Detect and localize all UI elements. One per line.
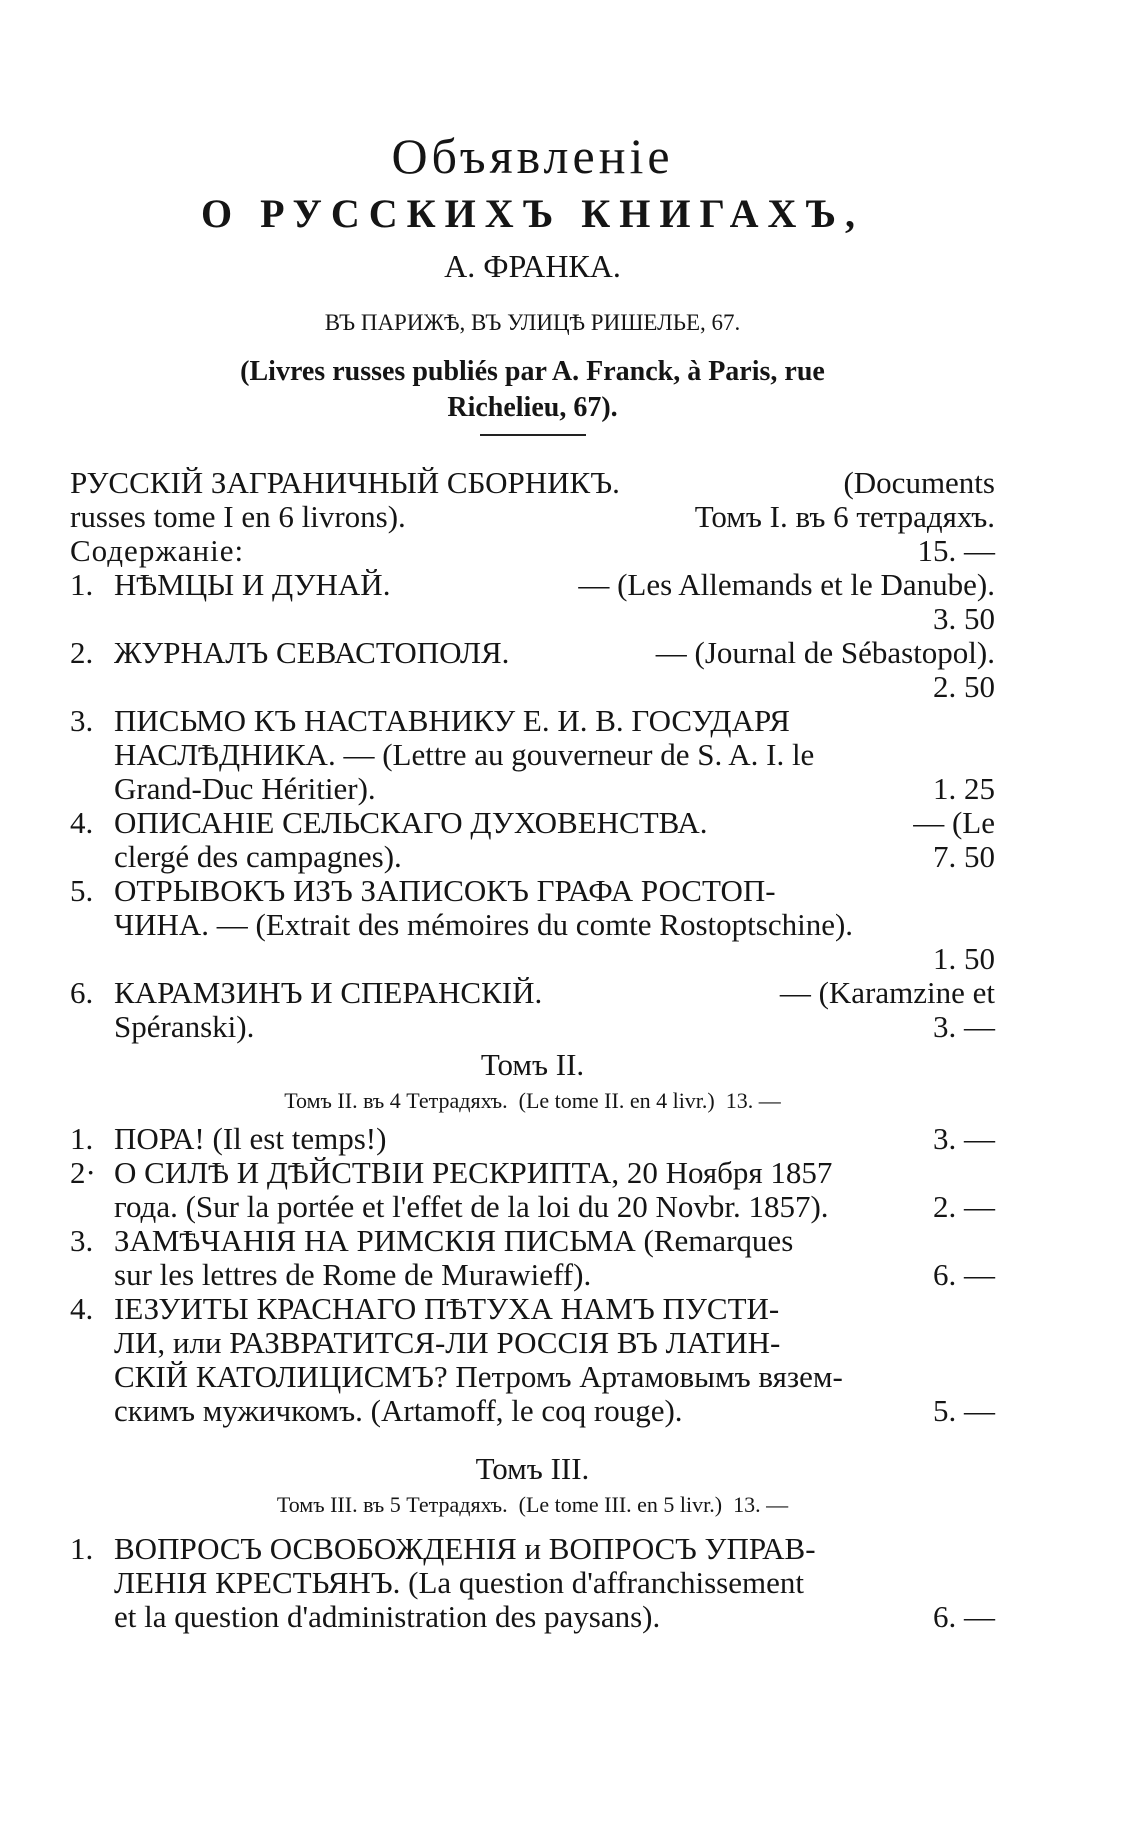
tome-2-list <box>70 1122 995 1428</box>
list-item-line <box>70 976 995 1010</box>
item-number: 3. <box>70 1223 94 1258</box>
tome-3-list <box>70 1532 995 1634</box>
list-item-line <box>70 1326 995 1360</box>
item-text: ЗАМѢЧАНІЯ НА РИМСКІЯ ПИСЬМА (Remarques <box>114 1223 794 1258</box>
item-text: ПИСЬМО КЪ НАСТАВНИКУ Е. И. В. ГОСУДАРЯ <box>114 703 790 738</box>
list-item <box>70 1224 995 1292</box>
french-title-line-1: (Livres russes publiés par A. Franck, à Paris, rue <box>240 356 825 387</box>
item-text: КАРАМЗИНЪ И СПЕРАНСКІЙ. <box>114 975 543 1010</box>
item-price: 6. — <box>933 1257 995 1292</box>
list-item-line <box>70 1190 995 1224</box>
list-item-line <box>70 704 995 738</box>
publisher-address: ВЪ ПАРИЖѢ, ВЪ УЛИЦѢ РИШЕЛЬЕ, 67. <box>324 310 741 335</box>
item-text: Grand-Duc Héritier). <box>114 771 376 806</box>
intro-line-3: Содержаніе: 15. — <box>70 533 995 568</box>
item-price: — (Journal de Sébastopol). <box>655 635 995 670</box>
item-text: ОТРЫВОКЪ ИЗЪ ЗАПИСОКЪ ГРАФА РОСТОП- <box>114 873 776 908</box>
list-item-line <box>70 568 995 602</box>
item-number: 1. <box>70 1121 94 1156</box>
list-item <box>70 568 995 636</box>
item-price: 2. — <box>933 1189 995 1224</box>
list-item-line <box>70 806 995 840</box>
item-text: clergé des campagnes). <box>114 839 402 874</box>
list-item-line <box>70 1600 995 1634</box>
item-text: ПОРА! (Il est temps!) <box>114 1121 387 1156</box>
list-item-line <box>70 1360 995 1394</box>
intro-line-2: russes tome I en 6 livrons). Томъ I. въ 6 тетрадяхъ. <box>70 499 995 534</box>
list-item <box>70 636 995 704</box>
list-item-line <box>70 1292 995 1326</box>
list-item-line <box>70 636 995 670</box>
tome-3-heading: Томъ III. <box>475 1451 590 1486</box>
list-item-line <box>70 1532 995 1566</box>
item-price: — (Les Allemands et le Danube). <box>578 567 995 602</box>
item-text: года. (Sur la portée et l'effet de la loi du 20 Novbr. 1857). <box>114 1189 829 1224</box>
item-text: О СИЛѢ И ДѢЙСТВІИ РЕСКРИПТА, 20 Ноября 1857 <box>114 1155 833 1190</box>
item-number: 1. <box>70 1531 94 1566</box>
list-item-line <box>70 772 995 806</box>
list-item <box>70 1532 995 1634</box>
price: 15. — <box>917 533 995 568</box>
list-item-line <box>70 840 995 874</box>
list-item-line <box>70 1122 995 1156</box>
header-divider <box>480 434 586 436</box>
item-number: 2. <box>70 635 94 670</box>
item-number: 3. <box>70 703 94 738</box>
list-item <box>70 704 995 806</box>
intro-line-1: РУССКІЙ ЗАГРАНИЧНЫЙ СБОРНИКЪ. (Documents <box>70 465 995 500</box>
item-number: 5. <box>70 873 94 908</box>
item-text: скимъ мужичкомъ. (Artamoff, le coq rouge). <box>114 1393 683 1428</box>
tome-1-section <box>70 466 995 1044</box>
item-text: НѢМЦЫ И ДУНАЙ. <box>114 567 391 602</box>
tome-2-summary: Томъ II. въ 4 Тетрадяхъ. (Le tome II. en 4 livr.) 13. — <box>284 1088 781 1113</box>
item-text: sur les lettres de Rome de Murawieff). <box>114 1257 592 1292</box>
item-price: 3. — <box>933 1121 995 1156</box>
list-item <box>70 874 995 976</box>
tome-1-list <box>70 568 995 1044</box>
list-item-line <box>70 738 995 772</box>
french-title-line-2: Richelieu, 67). <box>447 392 618 423</box>
item-text: ОПИСАНІЕ СЕЛЬСКАГО ДУХОВЕНСТВА. <box>114 805 708 840</box>
item-number: 2· <box>70 1155 96 1190</box>
item-text: СКІЙ КАТОЛИЦИСМЪ? Петромъ Артамовымъ вязем- <box>114 1359 843 1394</box>
list-item-line <box>70 874 995 908</box>
page-title: Объявленіе <box>391 128 674 184</box>
list-item-line <box>70 1258 995 1292</box>
item-price: 1. 25 <box>933 771 995 806</box>
item-text: ВОПРОСЪ ОСВОБОЖДЕНІЯ и ВОПРОСЪ УПРАВ- <box>114 1531 816 1566</box>
item-text: ЧИНА. — (Extrait des mémoires du comte Rostoptschine). <box>114 907 854 942</box>
list-item-line <box>70 1566 995 1600</box>
item-number: 1. <box>70 567 94 602</box>
item-price: 1. 50 <box>933 941 995 976</box>
item-text: ЛЕНІЯ КРЕСТЬЯНЪ. (La question d'affranchissement <box>114 1565 804 1600</box>
item-price: 5. — <box>933 1393 995 1428</box>
collection-title: РУССКІЙ ЗАГРАНИЧНЫЙ СБОРНИКЪ. <box>70 465 620 500</box>
tome-3-summary: Томъ III. въ 5 Тетрадяхъ. (Le tome III. en 5 livr.) 13. — <box>276 1492 789 1517</box>
item-price: — (Le <box>913 805 995 840</box>
list-item-line <box>70 1156 995 1190</box>
list-item-line <box>70 1394 995 1428</box>
tome-3-section <box>70 1450 995 1634</box>
list-item <box>70 806 995 874</box>
item-text: ІЕЗУИТЫ КРАСНАГО ПѢТУХА НАМЪ ПУСТИ- <box>114 1291 780 1326</box>
item-price: 6. — <box>933 1599 995 1634</box>
item-price: 3. 50 <box>933 601 995 636</box>
list-item <box>70 1292 995 1428</box>
header <box>70 128 995 436</box>
item-text: ЖУРНАЛЪ СЕВАСТОПОЛЯ. <box>114 635 510 670</box>
item-price: 7. 50 <box>933 839 995 874</box>
item-number: 4. <box>70 1291 94 1326</box>
tome-2-section <box>70 1046 995 1428</box>
item-price: 2. 50 <box>933 669 995 704</box>
item-number: 4. <box>70 805 94 840</box>
publisher-name: А. ФРАНКА. <box>444 248 621 284</box>
list-item <box>70 1156 995 1224</box>
item-text: Spéranski). <box>114 1009 255 1044</box>
list-item <box>70 976 995 1044</box>
list-item-line <box>70 1224 995 1258</box>
item-price: 3. — <box>933 1009 995 1044</box>
item-text: НАСЛѢДНИКА. — (Lettre au gouverneur de S. A. I. le <box>114 737 815 772</box>
page-subtitle: О РУССКИХЪ КНИГАХЪ, <box>201 191 864 236</box>
item-text: et la question d'administration des paysans). <box>114 1599 661 1634</box>
item-text: ЛИ, или РАЗВРАТИТСЯ-ЛИ РОССІЯ ВЪ ЛАТИН- <box>114 1325 781 1360</box>
item-number: 6. <box>70 975 94 1010</box>
list-item-line <box>70 1010 995 1044</box>
item-price: — (Karamzine et <box>779 975 995 1010</box>
list-item <box>70 1122 995 1156</box>
tome-2-heading: Томъ II. <box>480 1047 585 1082</box>
list-item-line <box>70 908 995 942</box>
